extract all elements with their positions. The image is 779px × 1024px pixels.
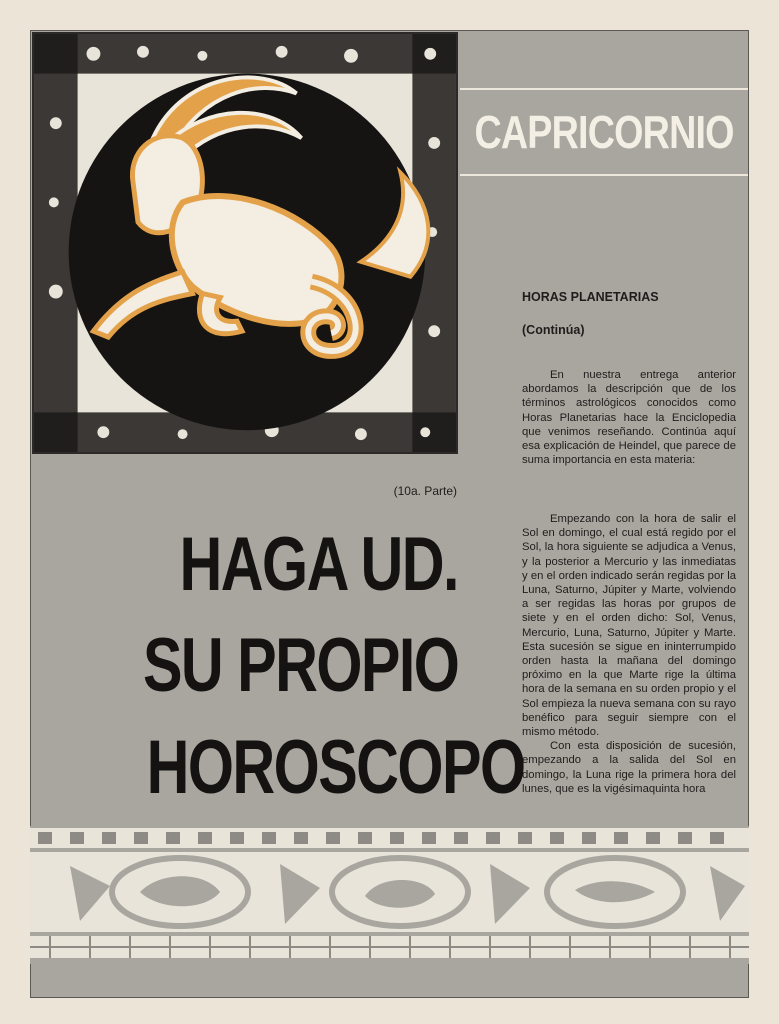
part-label: (10a. Parte) [393,484,457,498]
section-subheading: (Continúa) [522,323,585,338]
capricorn-illustration [32,32,458,454]
headline-line-3 [40,725,525,810]
sea-goat-icon [34,34,456,452]
headline-line-2 [40,623,458,708]
headline-text-1: HAGA UD. [179,522,458,607]
body-paragraph-1: Empezando con la hora de salir el Sol en domingo, el cual está regido por el Sol, la hora siguiente se adjudica a Venus, y la posterior a Mercurio y las inmediatas y en el orden indicado serán regidas por la Luna, Saturno, Júpiter y Marte, volviendo a ser regidas las horas por grupos de siete y en el orden dicho: Sol, Venus, Mercurio, Luna, Saturno, Júpiter y Marte. Esta sucesión se sigue en ininterrumpido orden hasta la mañana del domingo próximo en la que Marte rige la última hora de la semana en su orden propio y el Sol empieza la nueva semana con su rayo benéfico para seguir siempre con el mismo método. [522,513,736,739]
body-paragraph-2: Con esta disposición de sucesión, empezando a la salida del Sol en domingo, la Luna rige la primera hora del lunes, que es la vigésimaquinta hora [522,740,736,795]
intro-paragraph: En nuestra entrega anterior abordamos la descripción que de los términos astrológicos conocidos como Horas Planetarias hace la Enciclopedia que venimos reseñando. Continúa aquí esa explicación de Heindel, que parece de suma importancia en esta materia: [522,369,736,467]
headline-text-2: SU PROPIO [142,623,458,708]
headline-line-1 [40,522,458,607]
sign-title: CAPRICORNIO [474,106,734,158]
zodiac-frieze-icon [30,826,749,964]
body-column [522,512,736,796]
sign-title-band [460,88,748,176]
section-heading-block [522,290,736,337]
headline-text-3: HOROSCOPO [146,725,525,810]
intro-column [522,368,736,467]
section-heading: HORAS PLANETARIAS [522,290,659,304]
zodiac-border-strip [30,826,749,964]
